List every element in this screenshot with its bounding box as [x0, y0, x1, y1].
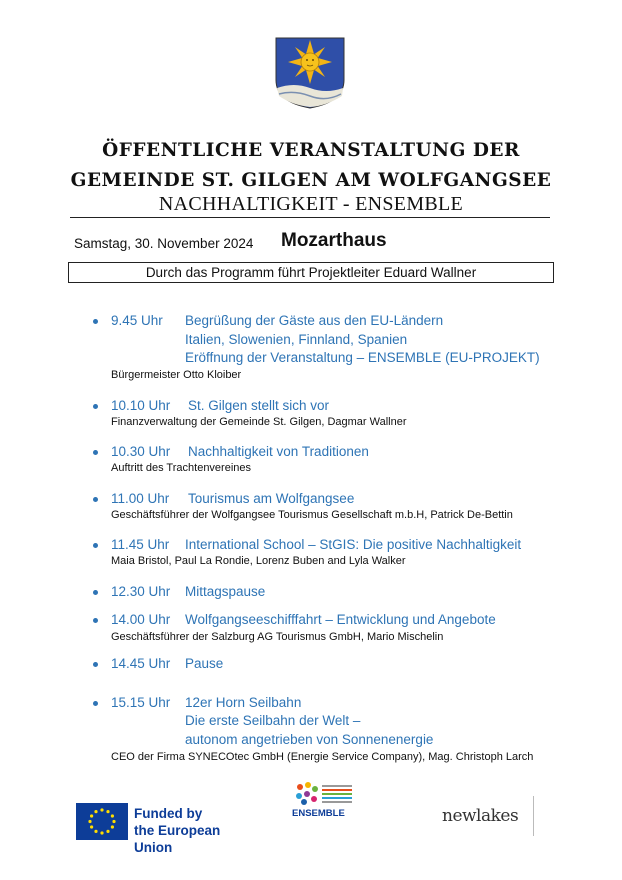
program-topic: International School – StGIS: Die positive Nachhaltigkeit [185, 537, 522, 552]
program-speaker: Geschäftsführer der Wolfgangsee Tourismus Gesellschaft m.b.H, Patrick De-Bettin [111, 509, 513, 521]
newlakes-logo [442, 796, 534, 836]
program-topic: Mittagspause [185, 584, 266, 599]
program-speaker: Bürgermeister Otto Kloiber [111, 369, 242, 381]
program-time: 10.10 Uhr [111, 398, 171, 413]
event-date: Samstag, 30. November 2024 [74, 236, 254, 251]
eu-text-line-2: the European Union [134, 823, 221, 855]
ensemble-mark-icon [294, 782, 320, 806]
program-topic: Die erste Seilbahn der Welt – [185, 713, 361, 728]
program-time: 11.00 Uhr [111, 491, 170, 506]
program-time: 15.15 Uhr [111, 695, 171, 710]
eu-text-line-1: Funded by [134, 806, 203, 821]
title-line-2: GEMEINDE ST. GILGEN AM WOLFGANGSEE [70, 170, 552, 191]
program-topic: Wolfgangseeschifffahrt – Entwicklung und Angebote [185, 612, 496, 627]
eu-funding-logo [76, 803, 257, 855]
eu-flag-icon [76, 803, 128, 840]
bullet-icon [93, 701, 98, 706]
program-topic: Italien, Slowenien, Finnland, Spanien [185, 332, 408, 347]
program-topic: Tourismus am Wolfgangsee [188, 491, 355, 506]
title-line-1: ÖFFENTLICHE VERANSTALTUNG DER [102, 140, 520, 161]
newlakes-wordmark: newlakes [442, 806, 519, 826]
program-topic: Begrüßung der Gäste aus den EU-Ländern [185, 313, 444, 328]
program-topic: autonom angetrieben von Sonnenenergie [185, 732, 434, 747]
bullet-icon [93, 404, 98, 409]
bullet-icon [93, 497, 98, 502]
program-speaker: CEO der Firma SYNECOtec GmbH (Energie Service Company), Mag. Christoph Larch [111, 751, 534, 763]
program-time: 14.00 Uhr [111, 612, 171, 627]
coat-of-arms-logo [274, 36, 346, 110]
bullet-icon [93, 662, 98, 667]
program-topic: Eröffnung der Veranstaltung – ENSEMBLE (EU-PROJEKT) [185, 350, 540, 365]
program-speaker: Maia Bristol, Paul La Rondie, Lorenz Buben and Lyla Walker [111, 555, 406, 567]
program-time: 11.45 Uhr [111, 537, 170, 552]
program-speaker: Auftritt des Trachtenvereines [111, 462, 252, 474]
ensemble-wordmark: ENSEMBLE [292, 808, 345, 819]
event-venue: Mozarthaus [281, 230, 387, 251]
bullet-icon [93, 618, 98, 623]
host-box: Durch das Programm führt Projektleiter Eduard Wallner [68, 262, 554, 283]
header-divider [70, 217, 550, 218]
program-time: 12.30 Uhr [111, 584, 171, 599]
bullet-icon [93, 450, 98, 455]
program-time: 9.45 Uhr [111, 313, 163, 328]
program-time: 10.30 Uhr [111, 444, 171, 459]
subtitle: NACHHALTIGKEIT - ENSEMBLE [158, 193, 464, 215]
logo-divider [533, 796, 534, 836]
program-speaker: Geschäftsführer der Salzburg AG Tourismus GmbH, Mario Mischelin [111, 631, 444, 643]
program-topic: 12er Horn Seilbahn [185, 695, 302, 710]
program-topic: Nachhaltigkeit von Traditionen [188, 444, 369, 459]
bullet-icon [93, 319, 98, 324]
bullet-icon [93, 543, 98, 548]
bullet-icon [93, 590, 98, 595]
program-topic: St. Gilgen stellt sich vor [188, 398, 330, 413]
program-topic: Pause [185, 656, 224, 671]
program-time: 14.45 Uhr [111, 656, 171, 671]
ensemble-logo [288, 782, 358, 842]
ensemble-stripes [322, 785, 352, 803]
program-speaker: Finanzverwaltung der Gemeinde St. Gilgen, Dagmar Wallner [111, 416, 407, 428]
